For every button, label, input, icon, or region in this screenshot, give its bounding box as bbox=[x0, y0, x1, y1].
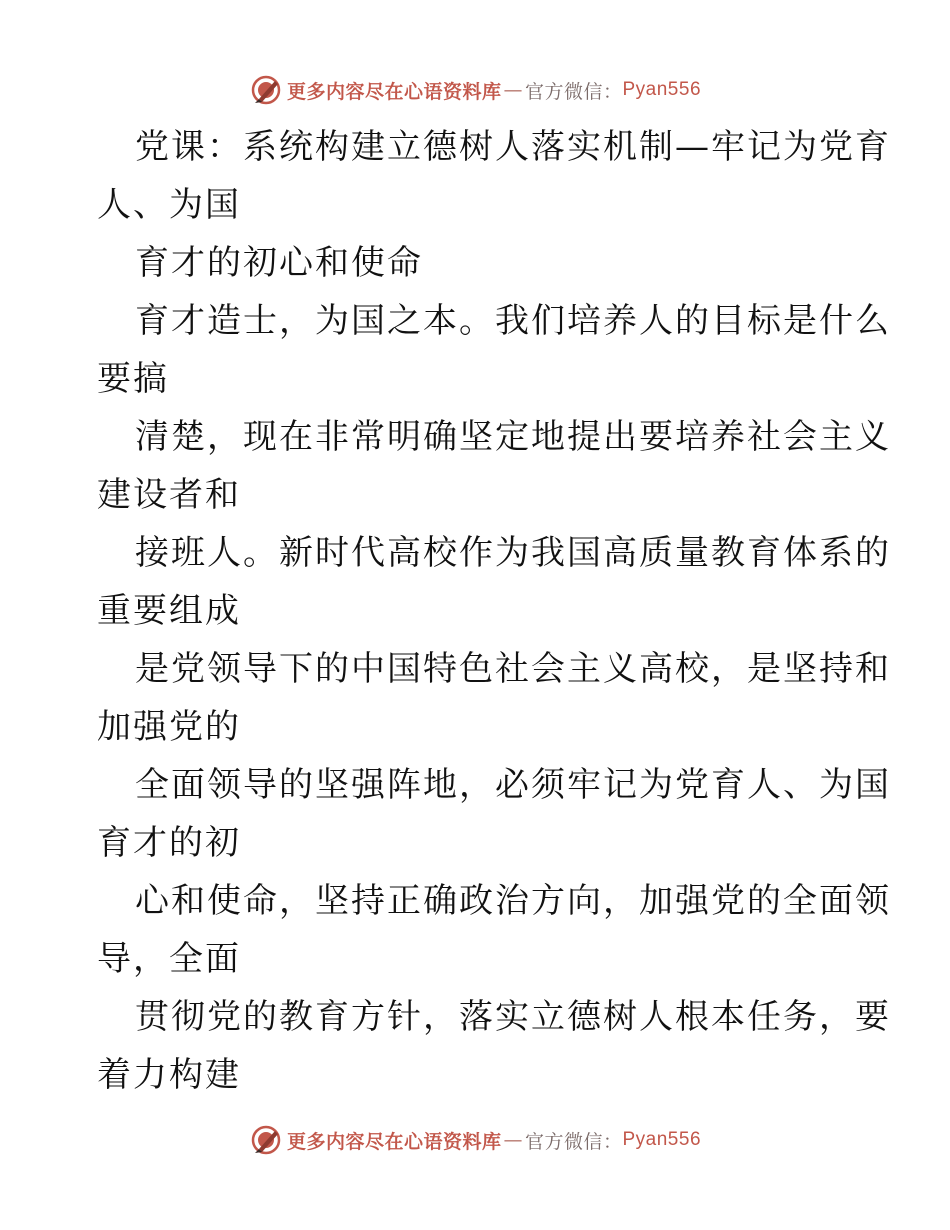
banner-wechat-label: 官方微信： bbox=[524, 1130, 623, 1153]
body-line: 人、为国 bbox=[97, 185, 241, 225]
pen-logo-icon bbox=[249, 73, 283, 107]
body-line: 清楚，现在非常明确坚定地提出要培养社会主义 bbox=[135, 417, 891, 457]
body-line: 建设者和 bbox=[97, 475, 241, 515]
body-line: 育才造士，为国之本。我们培养人的目标是什么 bbox=[135, 301, 891, 341]
banner-account: Pyan556 bbox=[622, 79, 702, 100]
body-line: 贯彻党的教育方针，落实立德树人根本任务，要 bbox=[135, 997, 891, 1037]
body-line: 要搞 bbox=[97, 359, 169, 399]
body-line: 是党领导下的中国特色社会主义高校，是坚持和 bbox=[135, 649, 891, 689]
document-body bbox=[97, 118, 891, 1104]
banner-wechat-label: 官方微信： bbox=[524, 80, 623, 103]
body-line: 育才的初心和使命 bbox=[135, 243, 423, 283]
body-line: 全面领导的坚强阵地，必须牢记为党育人、为国 bbox=[135, 765, 891, 805]
header-watermark-banner bbox=[0, 70, 950, 110]
body-line: 接班人。新时代高校作为我国高质量教育体系的 bbox=[135, 533, 891, 573]
body-line: 导，全面 bbox=[97, 939, 241, 979]
pen-logo-icon bbox=[249, 1123, 283, 1157]
body-line: 重要组成 bbox=[97, 591, 241, 631]
body-line: 育才的初 bbox=[97, 823, 241, 863]
banner-brand-text: 更多内容尽在心语资料库 bbox=[286, 80, 502, 103]
body-line: 加强党的 bbox=[97, 707, 241, 747]
banner-separator: — bbox=[503, 1129, 523, 1151]
footer-watermark-banner bbox=[0, 1120, 950, 1160]
banner-separator: — bbox=[503, 79, 523, 101]
banner-brand-text: 更多内容尽在心语资料库 bbox=[286, 1130, 502, 1153]
body-line: 心和使命，坚持正确政治方向，加强党的全面领 bbox=[135, 881, 891, 921]
body-line: 着力构建 bbox=[97, 1055, 241, 1095]
body-line: 党课：系统构建立德树人落实机制—牢记为党育 bbox=[135, 127, 891, 167]
banner-account: Pyan556 bbox=[622, 1129, 702, 1150]
